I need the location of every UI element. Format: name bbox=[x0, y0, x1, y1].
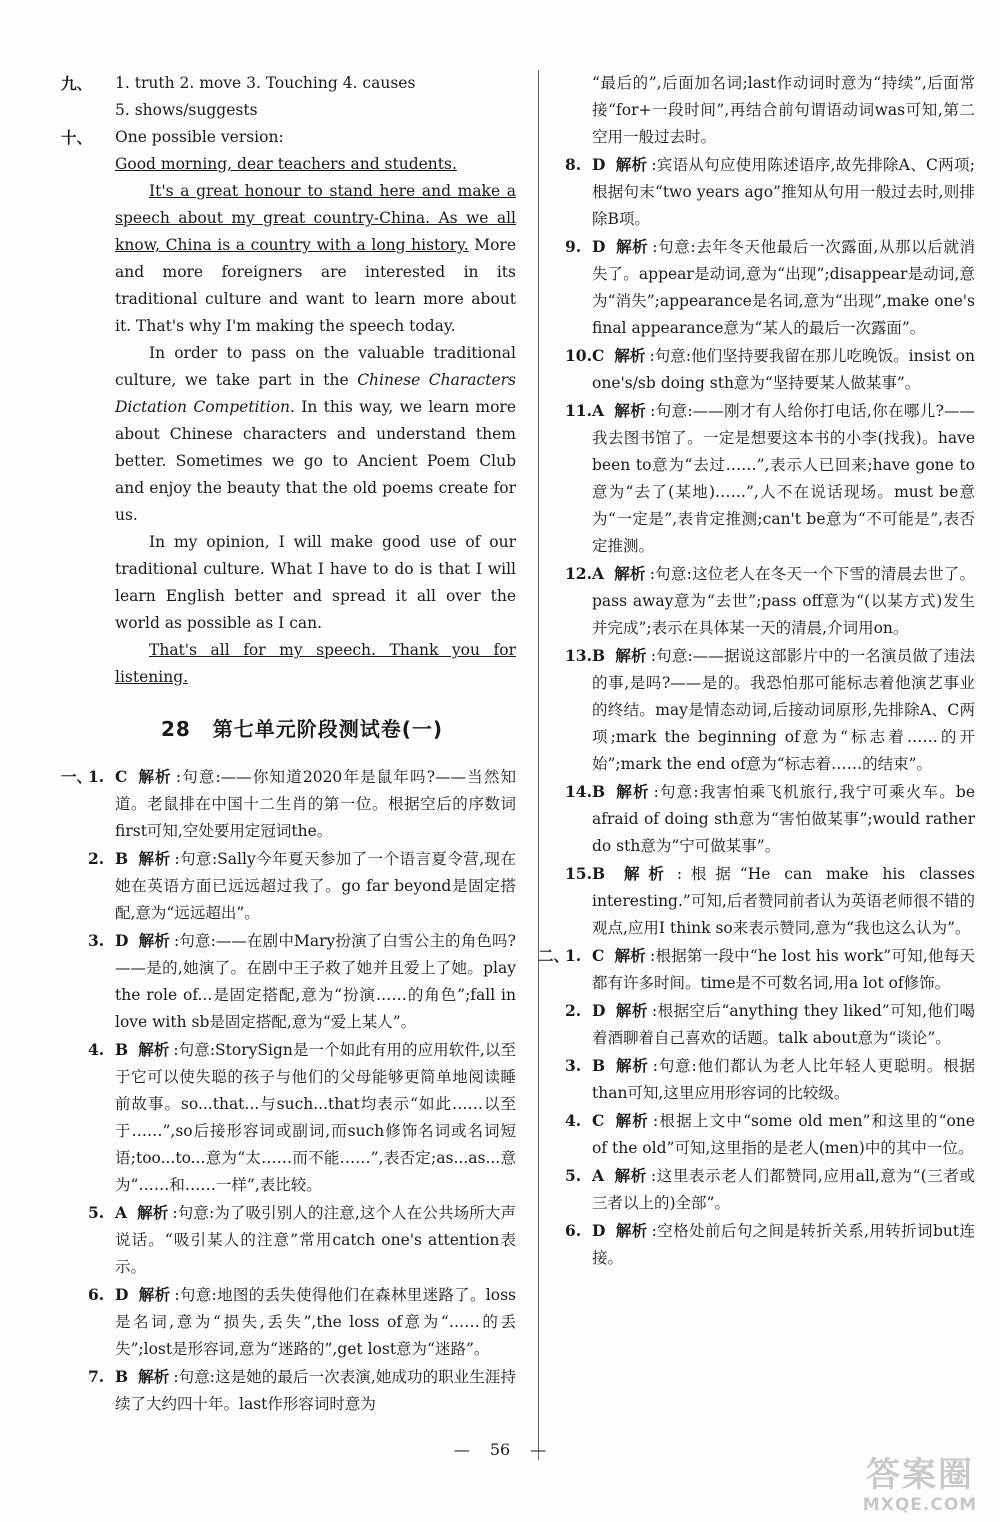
section-10 bbox=[61, 124, 516, 151]
answer-item: 6. D 解析 :句意:地图的丢失使得他们在森林里迷路了。loss是名词,意为“损失,丢失”,the loss of意为“……的丢失”;lost是形容词,意为“迷路的”,get lost意为“迷路”。 bbox=[88, 1281, 516, 1363]
answer-letter: B bbox=[592, 864, 606, 883]
question-number: 9. bbox=[565, 237, 582, 256]
answer-item: 11. A 解析 :句意:——刚才有人给你打电话,你在哪儿?——我去图书馆了。一定是想要这本书的小李(找我)。have been to意为“去过……”,表示人已回来;have gone to意为“去了(某地)……”,人不在说话现场。must be意为“一定是”,表肯定推测;can't be意为“不可能是”,表否定推测。 bbox=[565, 397, 975, 560]
essay-closing-text: That's all for my speech. Thank you for listening. bbox=[115, 641, 516, 686]
answer-letter: D bbox=[592, 1001, 606, 1020]
question-number: 5. bbox=[88, 1203, 105, 1222]
answer-letter: B bbox=[592, 1056, 606, 1075]
analysis-text: 句意:——在剧中Mary扮演了白雪公主的角色吗?——是的,她演了。在剧中王子救了她并且爱上了她。play the role of...是固定搭配,意为“扮演……的角色”;fall in love with sb是固定搭配,意为“爱上某人”。 bbox=[115, 932, 516, 1031]
essay-p2-b: . In this way, we learn more about Chinese characters and understand them better. Sometimes we go to Ancient Poem Club and enjoy the beauty that the old poems create for us. bbox=[115, 398, 517, 524]
essay-greeting: Good morning, dear teachers and students. bbox=[115, 155, 457, 173]
analysis-text: 句意:——刚才有人给你打电话,你在哪儿?——我去图书馆了。一定是想要这本书的小李(找我)。have been to意为“去过……”,表示人已回来;have gone to意为“去了(某地)……”,人不在说话现场。must be意为“一定是”,表肯定推测;can't be意为“不可能是”,表否定推测。 bbox=[592, 402, 975, 555]
question-number: 15. bbox=[565, 864, 592, 883]
analysis-label: 解析 bbox=[615, 782, 650, 801]
answer-item: 12. A 解析 :句意:这位老人在冬天一个下雪的清晨去世了。pass away意为“去世”;pass off意为“(以某方式)发生并完成”;表示在具体某一天的清晨,介词用on。 bbox=[565, 560, 975, 642]
question-number: 1. bbox=[565, 946, 582, 965]
analysis-text: 句意:这位老人在冬天一个下雪的清晨去世了。pass away意为“去世”;pass off意为“(以某方式)发生并完成”;表示在具体某一天的清晨,介词用on。 bbox=[592, 565, 975, 637]
left-column bbox=[61, 70, 517, 1418]
page-number: — 56 — bbox=[453, 1440, 547, 1459]
analysis-text: 根据上文中“some old men”和这里的“one of the old”可知,这里指的是老人(men)中的其中一位。 bbox=[592, 1112, 975, 1157]
answer-item: 5. A 解析 :句意:为了吸引别人的注意,这个人在公共场所大声说话。“吸引某人的注意”常用catch one's attention表示。 bbox=[88, 1199, 516, 1281]
analysis-label: 解析 bbox=[138, 1285, 171, 1304]
answer-item: 8. D 解析 :宾语从句应使用陈述语序,故先排除A、C两项;根据句末“two years ago”推知从句用一般过去时,则排除B项。 bbox=[565, 151, 975, 233]
answer-item: 9. D 解析 :句意:去年冬天他最后一次露面,从那以后就消失了。appear是动词,意为“出现”;disappear是动词,意为“消失”;appearance是名词,意为“出现”,make one's final appearance意为“某人的最后一次露面”。 bbox=[565, 233, 975, 342]
analysis-label: 解析 bbox=[615, 1221, 648, 1240]
analysis-label: 解析 bbox=[615, 864, 673, 883]
answer-letter: C bbox=[592, 1111, 605, 1130]
analysis-text: 句意:地图的丢失使得他们在森林里迷路了。loss是名词,意为“损失,丢失”,the loss of意为“……的丢失”;lost是形容词,意为“迷路的”,get lost意为“迷路”。 bbox=[115, 1286, 516, 1358]
question-number: 14. bbox=[565, 782, 592, 801]
analysis-label: 解析 bbox=[614, 1111, 650, 1130]
answer-item: 13. B 解析 :句意:——据说这部影片中的一名演员做了违法的事,是吗?——是的。我恐怕那可能标志着他演艺事业的终结。may是情态动词,后接动词原形,先排除A、C两项;mark the beginning of意为“标志着……的开始”;mark the end of意为“标志着……的结束”。 bbox=[565, 642, 975, 778]
analysis-text: 句意:他们都认为老人比年轻人更聪明。根据than可知,这里应用形容词的比较级。 bbox=[592, 1057, 975, 1102]
essay-closing bbox=[115, 637, 516, 691]
question-number: 7. bbox=[88, 1367, 105, 1386]
unit-heading bbox=[88, 716, 516, 743]
answer-item: 3. B 解析 :句意:他们都认为老人比年轻人更聪明。根据than可知,这里应用形容词的比较级。 bbox=[565, 1052, 975, 1107]
answer-item: 2. D 解析 :根据空后“anything they liked”可知,他们喝着酒聊着自己喜欢的话题。talk about意为“谈论”。 bbox=[565, 997, 975, 1052]
answer-letter: B bbox=[592, 646, 606, 665]
answer-letter: A bbox=[592, 564, 605, 583]
analysis-label: 解析 bbox=[615, 1056, 649, 1075]
section-9 bbox=[61, 70, 516, 124]
analysis-label: 解析 bbox=[614, 946, 647, 965]
analysis-label: 解析 bbox=[615, 237, 649, 256]
answer-item: 4. B 解析 :句意:StorySign是一个如此有用的应用软件,以至于它可以使失聪的孩子与他们的父母能够更简单地阅读睡前故事。so...that...与such...that均表示“如此……以至于……”,so后接形容词或副词,而such修饰名词或名词短语;too...to...意为“太……而不能……”,表否定;as...as...意为“……和……一样”,表比较。 bbox=[88, 1036, 516, 1199]
question-number: 13. bbox=[565, 646, 592, 665]
watermark-url: MXQE.COM bbox=[862, 1495, 978, 1515]
answer-letter: B bbox=[115, 1367, 129, 1386]
question-number: 2. bbox=[88, 849, 105, 868]
analysis-text: 句意:我害怕乘飞机旅行,我宁可乘火车。be afraid of doing sth意为“害怕做某事”;would rather do sth意为“宁可做某事”。 bbox=[592, 783, 975, 855]
answer-letter: D bbox=[115, 1285, 129, 1304]
left-answer-list bbox=[61, 763, 516, 1418]
watermark-text: 答案圈 bbox=[866, 1455, 974, 1495]
analysis-text: 句意:去年冬天他最后一次露面,从那以后就消失了。appear是动词,意为“出现”;disappear是动词,意为“消失”;appearance是名词,意为“出现”,make one's final appearance意为“某人的最后一次露面”。 bbox=[592, 238, 975, 337]
watermark-logo bbox=[840, 1455, 1000, 1522]
analysis-label: 解析 bbox=[137, 1203, 169, 1222]
answer-item: 4. C 解析 :根据上文中“some old men”和这里的“one of the old”可知,这里指的是老人(men)中的其中一位。 bbox=[565, 1107, 975, 1162]
column-divider bbox=[538, 70, 539, 1460]
answer-item: 5. A 解析 :这里表示老人们都赞同,应用all,意为“(三者或三者以上的)全部”。 bbox=[565, 1162, 975, 1217]
analysis-text: 空格处前后句之间是转折关系,用转折词but连接。 bbox=[592, 1222, 975, 1267]
answer-letter: A bbox=[115, 1203, 128, 1222]
analysis-label: 解析 bbox=[615, 155, 648, 174]
essay-paragraph-1 bbox=[115, 178, 516, 340]
question-number: 3. bbox=[565, 1056, 582, 1075]
essay-p2-competition: Chinese Characters Dictation Competition bbox=[115, 371, 516, 416]
section-label: 二、 bbox=[538, 946, 570, 965]
essay-paragraph-2 bbox=[115, 340, 516, 529]
analysis-text: 句意:为了吸引别人的注意,这个人在公共场所大声说话。“吸引某人的注意”常用catch one's attention表示。 bbox=[115, 1204, 516, 1276]
answer-item: 7. B 解析 :句意:这是她的最后一次表演,她成功的职业生涯持续了大约四十年。last作形容词时意为 bbox=[88, 1363, 516, 1418]
answer-letter: A bbox=[592, 1166, 605, 1185]
right-answer-list bbox=[538, 151, 975, 1272]
answer-item: 2. B 解析 :句意:Sally今年夏天参加了一个语言夏令营,现在她在英语方面已远远超过我了。go far beyond是固定搭配,意为“远远超出”。 bbox=[88, 845, 516, 927]
answer-letter: B bbox=[115, 1040, 129, 1059]
answer-letter: C bbox=[592, 346, 605, 365]
answer-letter: D bbox=[592, 1221, 606, 1240]
question-number: 12. bbox=[565, 564, 592, 583]
essay-p1-underlined: It's a great honour to stand here and make a speech about my great country-China. As we all know, China is a country with a long history. bbox=[115, 182, 516, 254]
answer-letter: A bbox=[592, 401, 605, 420]
analysis-label: 解析 bbox=[615, 1001, 648, 1020]
question-number: 6. bbox=[88, 1285, 105, 1304]
analysis-text: 这里表示老人们都赞同,应用all,意为“(三者或三者以上的)全部”。 bbox=[592, 1167, 975, 1212]
essay-intro: One possible version: bbox=[115, 128, 284, 146]
analysis-text: 根据“He can make his classes interesting.”可知,后者赞同前者认为英语老师很不错的观点,应用I think so来表示赞同,意为“我也这么认为”。 bbox=[592, 865, 975, 937]
analysis-text: 句意:——你知道2020年是鼠年吗?——当然知道。老鼠排在中国十二生肖的第一位。根据空后的序数词first可知,空处要用定冠词the。 bbox=[115, 768, 516, 840]
question-number: 2. bbox=[565, 1001, 582, 1020]
sample-essay bbox=[88, 151, 516, 691]
analysis-text: 句意:这是她的最后一次表演,她成功的职业生涯持续了大约四十年。last作形容词时意为 bbox=[115, 1368, 516, 1413]
analysis-text: 句意:——据说这部影片中的一名演员做了违法的事,是吗?——是的。我恐怕那可能标志着他演艺事业的终结。may是情态动词,后接动词原形,先排除A、C两项;mark the beginning of意为“标志着……的开始”;mark the end of意为“标志着……的结束”。 bbox=[592, 647, 975, 773]
answer-letter: D bbox=[592, 237, 606, 256]
analysis-label: 解析 bbox=[614, 1166, 647, 1185]
analysis-text: 宾语从句应使用陈述语序,故先排除A、C两项;根据句末“two years ago”推知从句用一般过去时,则排除B项。 bbox=[592, 156, 975, 228]
heading-title: 第七单元阶段测试卷(一) bbox=[212, 717, 444, 741]
analysis-text: 句意:Sally今年夏天参加了一个语言夏令营,现在她在英语方面已远远超过我了。go far beyond是固定搭配,意为“远远超出”。 bbox=[115, 850, 516, 922]
question-number: 4. bbox=[88, 1040, 105, 1059]
analysis-label: 解析 bbox=[138, 849, 171, 868]
analysis-label: 解析 bbox=[137, 767, 172, 786]
analysis-label: 解析 bbox=[614, 564, 646, 583]
question-number: 4. bbox=[565, 1111, 582, 1130]
answer-item: 一、 1. C 解析 :句意:——你知道2020年是鼠年吗?——当然知道。老鼠排在中国十二生肖的第一位。根据空后的序数词first可知,空处要用定冠词the。 bbox=[88, 763, 516, 845]
answer-item: 14. B 解析 :句意:我害怕乘飞机旅行,我宁可乘火车。be afraid of doing sth意为“害怕做某事”;would rather do sth意为“宁可做某事”。 bbox=[565, 778, 975, 860]
question-number: 10. bbox=[565, 346, 592, 365]
essay-p1-rest: More and more foreigners are interested in its traditional culture and want to learn more about it. That's why I'm making the speech today. bbox=[115, 236, 516, 335]
answer-letter: B bbox=[592, 782, 606, 801]
answer-item: 6. D 解析 :空格处前后句之间是转折关系,用转折词but连接。 bbox=[565, 1217, 975, 1272]
analysis-label: 解析 bbox=[615, 646, 647, 665]
question-number: 1. bbox=[88, 767, 105, 786]
answer-letter: D bbox=[592, 155, 606, 174]
answer-item: 10. C 解析 :句意:他们坚持要我留在那儿吃晚饭。insist on one's/sb doing sth意为“坚持要某人做某事”。 bbox=[565, 342, 975, 397]
right-column bbox=[538, 70, 975, 1272]
answer-item: 3. D 解析 :句意:——在剧中Mary扮演了白雪公主的角色吗?——是的,她演了。在剧中王子救了她并且爱上了她。play the role of...是固定搭配,意为“扮演……的角色”;fall in love with sb是固定搭配,意为“爱上某人”。 bbox=[88, 927, 516, 1036]
section-label: 十、 bbox=[61, 128, 93, 147]
essay-p2-a: In order to pass on the valuable traditional culture, we take part in the bbox=[115, 344, 516, 389]
answer-letter: B bbox=[115, 849, 129, 868]
analysis-label: 解析 bbox=[138, 1040, 170, 1059]
answer-letter: D bbox=[115, 931, 129, 950]
analysis-text: 句意:StorySign是一个如此有用的应用软件,以至于它可以使失聪的孩子与他们的父母能够更简单地阅读睡前故事。so...that...与such...that均表示“如此……以至于……”,so后接形容词或副词,而such修饰名词或名词短语;too...to...意为“太……而不能……”,表否定;as...as...意为“……和……一样”,表比较。 bbox=[115, 1041, 516, 1194]
heading-number: 28 bbox=[160, 717, 191, 741]
question-number: 8. bbox=[565, 155, 582, 174]
question-number: 6. bbox=[565, 1221, 582, 1240]
answer-7-continued: “最后的”,后面加名词;last作动词时意为“持续”,后面常接“for+一段时间”,再结合前句谓语动词was可知,第二空用一般过去时。 bbox=[592, 74, 975, 146]
answer-item: 二、 1. C 解析 :根据第一段中“he lost his work”可知,他每天都有许多时间。time是不可数名词,用a lot of修饰。 bbox=[565, 942, 975, 997]
analysis-label: 解析 bbox=[614, 401, 647, 420]
answer-item: 15. B 解析 :根据“He can make his classes interesting.”可知,后者赞同前者认为英语老师很不错的观点,应用I think so来表示赞同,意为“我也这么认为”。 bbox=[565, 860, 975, 942]
answer-letter: C bbox=[115, 767, 128, 786]
question-number: 11. bbox=[565, 401, 592, 420]
analysis-text: 根据第一段中“he lost his work”可知,他每天都有许多时间。time是不可数名词,用a lot of修饰。 bbox=[592, 947, 975, 992]
section-9-line-2: 5. shows/suggests bbox=[115, 101, 258, 119]
analysis-label: 解析 bbox=[138, 1367, 170, 1386]
question-number: 5. bbox=[565, 1166, 582, 1185]
page-number-value: 56 bbox=[489, 1440, 511, 1459]
analysis-text: 句意:他们坚持要我留在那儿吃晚饭。insist on one's/sb doing sth意为“坚持要某人做某事”。 bbox=[592, 347, 975, 392]
analysis-label: 解析 bbox=[138, 931, 170, 950]
essay-paragraph-3: In my opinion, I will make good use of our traditional culture. What I have to do is that I will learn English better and spread it all over the world as possible as I can. bbox=[115, 533, 516, 632]
section-label: 一、 bbox=[61, 767, 93, 786]
answer-letter: C bbox=[592, 946, 605, 965]
analysis-label: 解析 bbox=[614, 346, 646, 365]
section-label: 九、 bbox=[61, 74, 93, 93]
section-9-line-1: 1. truth 2. move 3. Touching 4. causes bbox=[115, 74, 416, 92]
question-number: 3. bbox=[88, 931, 105, 950]
analysis-text: 根据空后“anything they liked”可知,他们喝着酒聊着自己喜欢的话题。talk about意为“谈论”。 bbox=[592, 1002, 975, 1047]
